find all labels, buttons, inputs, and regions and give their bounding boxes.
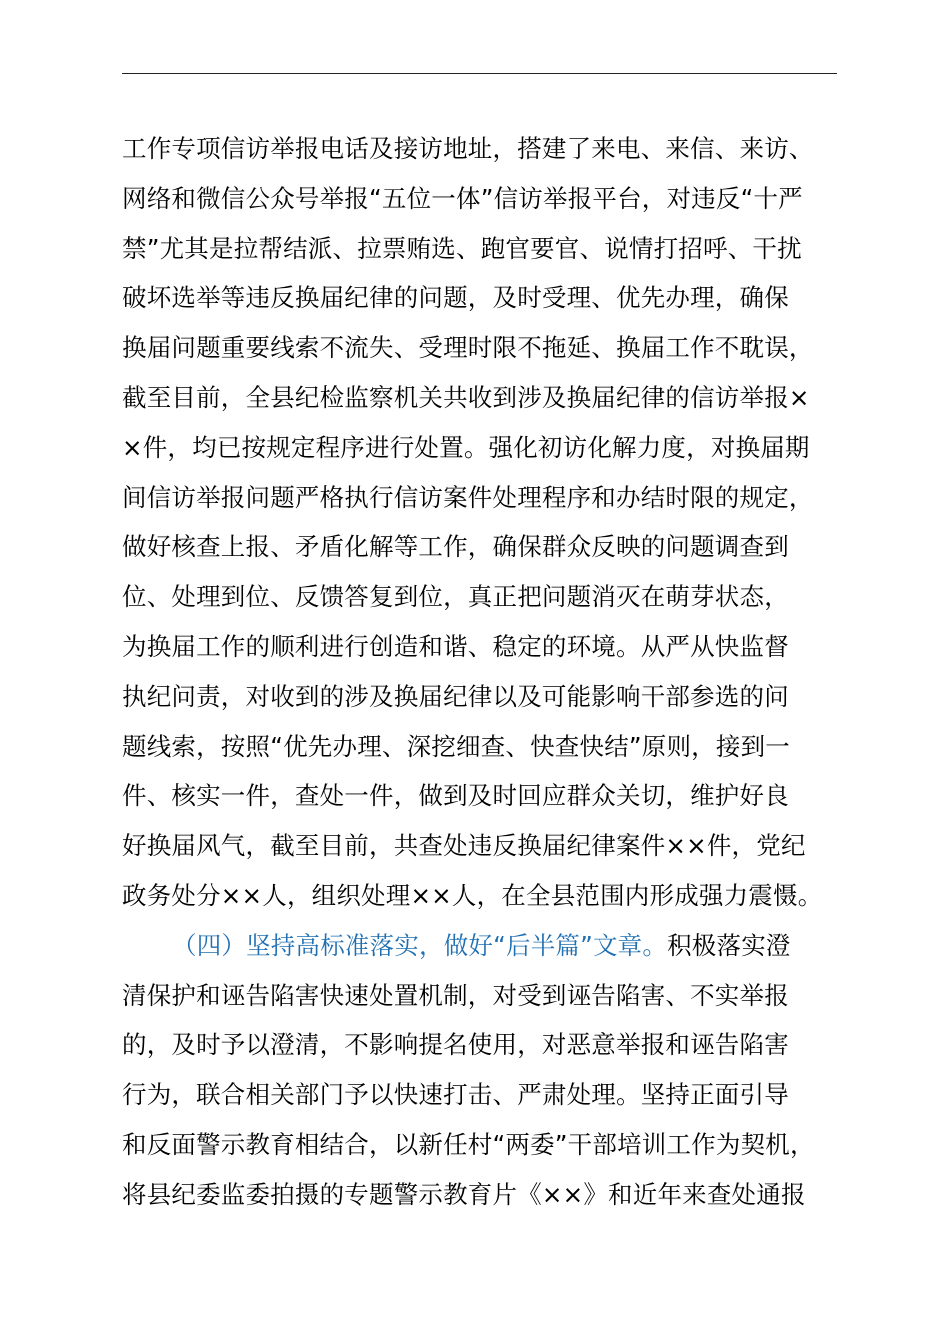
text-line: 执纪问责，对收到的涉及换届纪律以及可能影响干部参选的问 xyxy=(122,681,789,711)
section-heading: （四）坚持高标准落实，做好“后半篇”文章。 xyxy=(172,930,668,960)
text-line: 清保护和诬告陷害快速处置机制，对受到诬告陷害、不实举报 xyxy=(122,980,789,1010)
text-line: ×件，均已按规定程序进行处置。强化初访化解力度，对换届期 xyxy=(122,432,810,462)
text-line: 间信访举报问题严格执行信访案件处理程序和办结时限的规定， xyxy=(122,482,814,512)
text-line: 好换届风气，截至目前，共查处违反换届纪律案件××件，党纪 xyxy=(122,831,806,861)
text-line: 件、核实一件，查处一件，做到及时回应群众关切，维护好良 xyxy=(122,781,789,811)
section-heading-line xyxy=(122,921,862,971)
text-line: 的，及时予以澄清，不影响提名使用，对恶意举报和诬告陷害 xyxy=(122,1030,789,1060)
text-line: 行为，联合相关部门予以快速打击、严肃处理。坚持正面引导 xyxy=(122,1080,789,1110)
text-line: 工作专项信访举报电话及接访地址，搭建了来电、来信、来访、 xyxy=(122,134,814,163)
document-body xyxy=(122,124,862,1220)
header-rule xyxy=(122,73,837,74)
text-line: 网络和微信公众号举报“五位一体”信访举报平台，对违反“十严 xyxy=(122,183,803,213)
text-line: 政务处分××人，组织处理××人，在全县范围内形成强力震慑。 xyxy=(122,880,823,910)
text-line: 位、处理到位、反馈答复到位，真正把问题消灭在萌芽状态， xyxy=(122,582,789,612)
text-line: 题线索，按照“优先办理、深挖细查、快查快结”原则，接到一 xyxy=(122,731,790,761)
text-line: 禁”尤其是拉帮结派、拉票贿选、跑官要官、说情打招呼、干扰 xyxy=(122,233,802,263)
text-line: 做好核查上报、矛盾化解等工作，确保群众反映的问题调查到 xyxy=(122,532,789,562)
text-line: 破坏选举等违反换届纪律的问题，及时受理、优先办理，确保 xyxy=(122,283,789,313)
text-line: 和反面警示教育相结合，以新任村“两委”干部培训工作为契机， xyxy=(122,1129,815,1159)
text-line: 换届问题重要线索不流失、受理时限不拖延、换届工作不耽误， xyxy=(122,333,814,363)
text-line: 将县纪委监委拍摄的专题警示教育片《××》和近年来查处通报 xyxy=(122,1179,806,1209)
text-line: 为换届工作的顺利进行创造和谐、稳定的环境。从严从快监督 xyxy=(122,631,789,661)
section-text: 积极落实澄 xyxy=(667,930,791,960)
text-line: 截至目前，全县纪检监察机关共收到涉及换届纪律的信访举报× xyxy=(122,382,810,412)
